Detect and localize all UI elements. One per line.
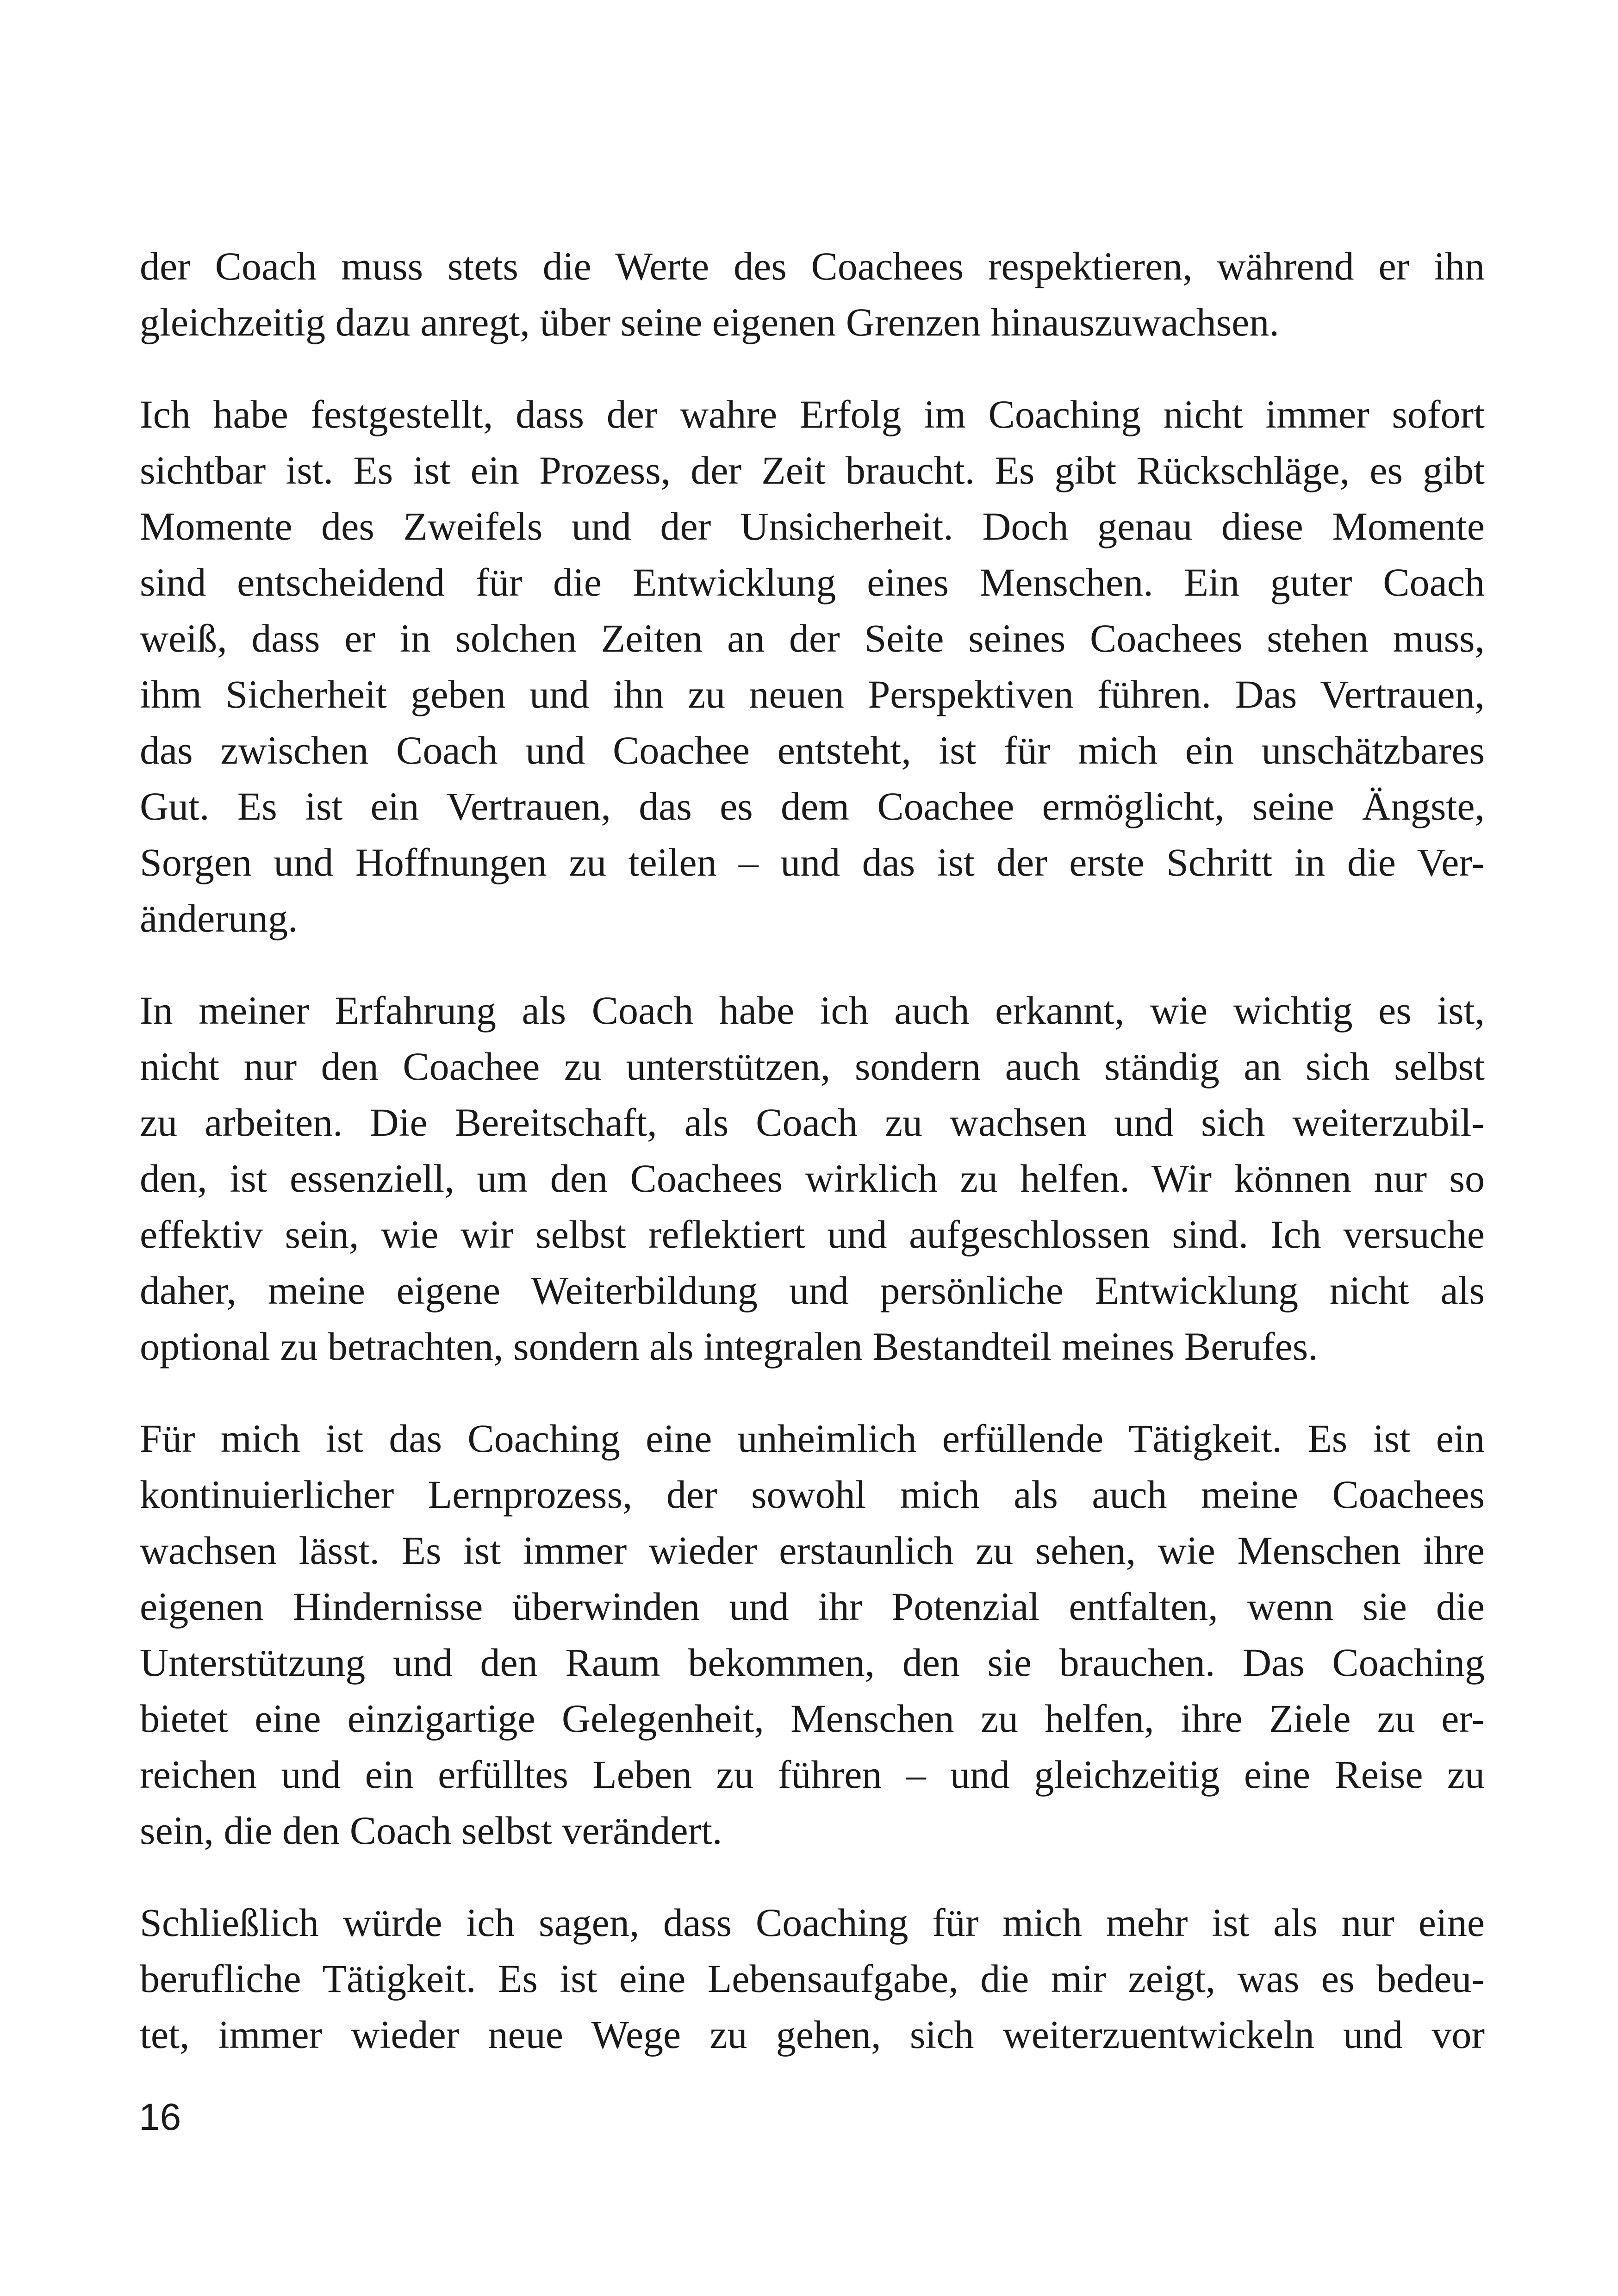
- text-line: den, ist essenziell, um den Coachees wirklich zu helfen. Wir können nur so: [140, 1156, 1485, 1201]
- text-line: Gut. Es ist ein Vertrauen, das es dem Coachee ermöglicht, seine Ängste,: [140, 784, 1485, 828]
- text-line: Sorgen und Hoffnungen zu teilen – und das ist der erste Schritt in die Ver-: [140, 840, 1485, 884]
- text-line: reichen und ein erfülltes Leben zu führen – und gleichzeitig eine Reise zu: [140, 1752, 1485, 1797]
- text-line: das zwischen Coach und Coachee entsteht, ist für mich ein unschätzbares: [140, 728, 1485, 772]
- text-line: Unterstützung und den Raum bekommen, den sie brauchen. Das Coaching: [140, 1640, 1485, 1685]
- text-line: zu arbeiten. Die Bereitschaft, als Coach zu wachsen und sich weiterzubil-: [140, 1100, 1485, 1145]
- text-line: tet, immer wieder neue Wege zu gehen, sich weiterzuentwickeln und vor: [140, 2012, 1485, 2057]
- text-line: eigenen Hindernisse überwinden und ihr Potenzial entfalten, wenn sie die: [140, 1584, 1485, 1629]
- text-line: sein, die den Coach selbst verändert.: [140, 1808, 722, 1853]
- text-line: Momente des Zweifels und der Unsicherheit. Doch genau diese Momente: [140, 504, 1485, 548]
- paragraph-4: [140, 1411, 1485, 1859]
- text-line: optional zu betrachten, sondern als integralen Bestandteil meines Berufes.: [140, 1324, 1318, 1369]
- text-line: änderung.: [140, 896, 298, 940]
- text-line: wachsen lässt. Es ist immer wieder erstaunlich zu sehen, wie Menschen ihre: [140, 1528, 1485, 1573]
- text-line: gleichzeitig dazu anregt, über seine eigenen Grenzen hinauszuwachsen.: [140, 300, 1279, 344]
- text-line: Ich habe festgestellt, dass der wahre Erfolg im Coaching nicht immer sofort: [140, 392, 1485, 436]
- text-line: der Coach muss stets die Werte des Coachees respektieren, während er ihn: [140, 244, 1485, 288]
- text-line: ihm Sicherheit geben und ihn zu neuen Perspektiven führen. Das Vertrauen,: [140, 672, 1485, 716]
- paragraph-1: [140, 238, 1485, 350]
- text-line: sichtbar ist. Es ist ein Prozess, der Zeit braucht. Es gibt Rückschläge, es gibt: [140, 448, 1485, 492]
- text-line: Schließlich würde ich sagen, dass Coaching für mich mehr ist als nur eine: [140, 1900, 1485, 1945]
- text-line: Für mich ist das Coaching eine unheimlich erfüllende Tätigkeit. Es ist ein: [140, 1416, 1485, 1461]
- paragraph-3: [140, 983, 1485, 1375]
- text-line: kontinuierlicher Lernprozess, der sowohl mich als auch meine Coachees: [140, 1472, 1485, 1517]
- text-line: daher, meine eigene Weiterbildung und persönliche Entwicklung nicht als: [140, 1268, 1485, 1313]
- paragraph-2: [140, 386, 1485, 946]
- text-line: bietet eine einzigartige Gelegenheit, Menschen zu helfen, ihre Ziele zu er-: [140, 1696, 1485, 1741]
- text-line: sind entscheidend für die Entwicklung eines Menschen. Ein guter Coach: [140, 560, 1485, 604]
- text-line: In meiner Erfahrung als Coach habe ich auch erkannt, wie wichtig es ist,: [140, 988, 1485, 1033]
- page-number: 16: [139, 2096, 181, 2138]
- text-line: berufliche Tätigkeit. Es ist eine Lebensaufgabe, die mir zeigt, was es bedeu-: [140, 1956, 1485, 2001]
- text-line: effektiv sein, wie wir selbst reflektiert und aufgeschlossen sind. Ich versuche: [140, 1212, 1485, 1257]
- text-line: weiß, dass er in solchen Zeiten an der Seite seines Coachees stehen muss,: [140, 616, 1485, 660]
- paragraph-5: [140, 1895, 1485, 2063]
- body-text: [140, 238, 1485, 2099]
- text-line: nicht nur den Coachee zu unterstützen, sondern auch ständig an sich selbst: [140, 1044, 1485, 1089]
